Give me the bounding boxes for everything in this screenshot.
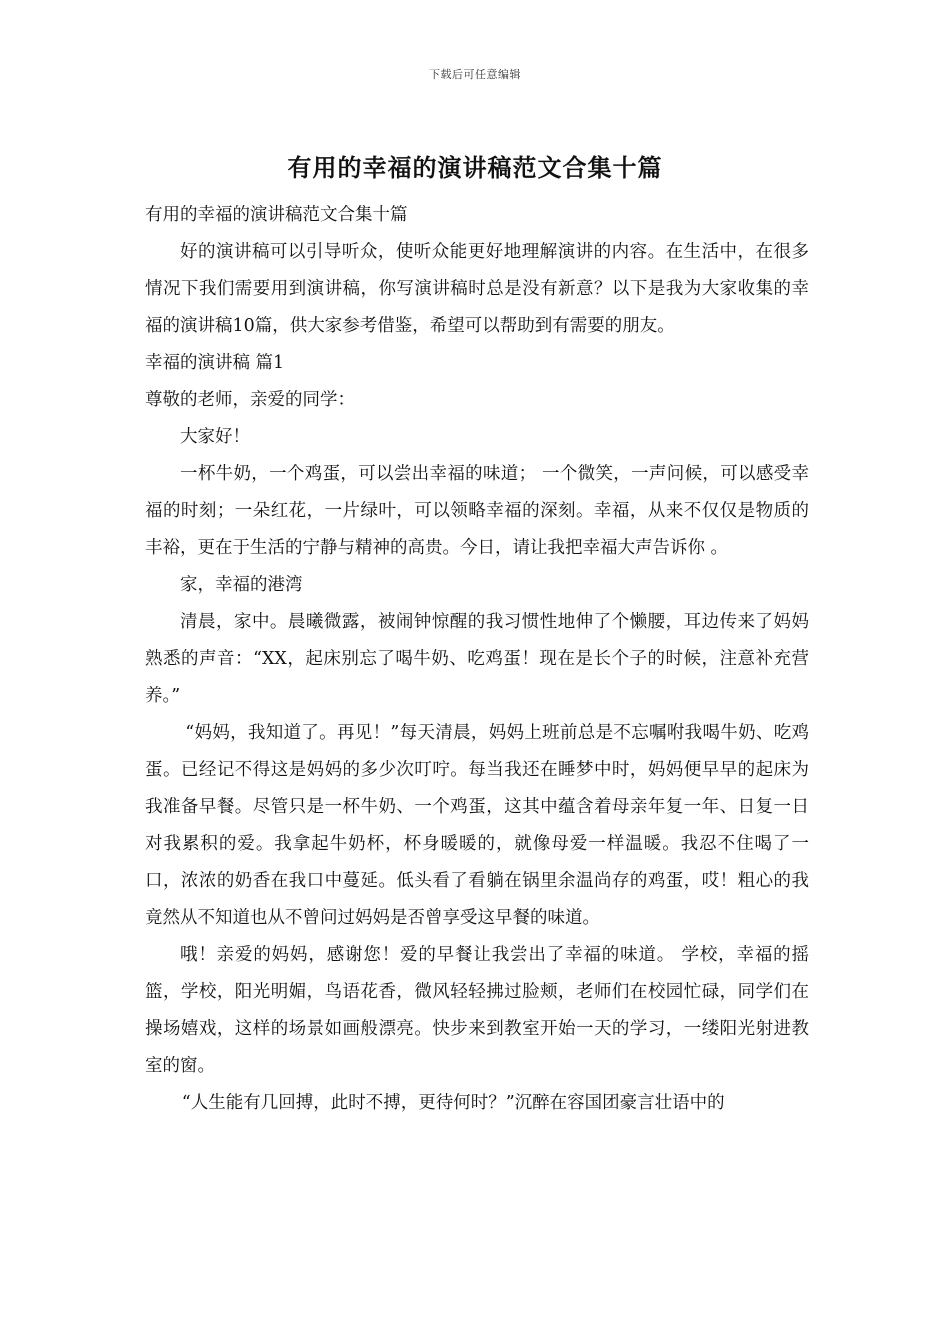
header-note: 下载后可任意编辑 (429, 68, 521, 81)
document-body (145, 197, 809, 1122)
body-paragraph: 哦！亲爱的妈妈，感谢您！爱的早餐让我尝出了幸福的味道。 学校，幸福的摇篮，学校，阳光明媚，鸟语花香，微风轻轻拂过脸颊，老师们在校园忙碌，同学们在操场嬉戏，这样的场景如画般漂亮。快步来到教室开始一天的学习，一缕阳光射进教室的窗。 (145, 945, 809, 1076)
document-title: 有用的幸福的演讲稿范文合集十篇 (287, 153, 663, 182)
body-paragraph: “人生能有几回搏，此时不搏，更待何时？”沉醉在容国团豪言壮语中的 (181, 1093, 725, 1113)
body-paragraph: 一杯牛奶，一个鸡蛋，可以尝出幸福的味道； 一个微笑，一声问候，可以感受幸福的时刻；一朵红花，一片绿叶，可以领略幸福的深刻。幸福，从来不仅仅是物质的丰裕，更在于生活的宁静与精神的高贵。今日，请让我把幸福大声告诉你 。 (145, 464, 809, 558)
subtitle-paragraph: 有用的幸福的演讲稿范文合集十篇 (145, 205, 408, 225)
subheading-paragraph: 家，幸福的港湾 (180, 575, 303, 595)
body-paragraph: 清晨，家中。晨曦微露，被闹钟惊醒的我习惯性地伸了个懒腰，耳边传来了妈妈熟悉的声音：“XX，起床别忘了喝牛奶、吃鸡蛋！现在是长个子的时候，注意补充营养。” (145, 612, 809, 706)
section-heading: 幸福的演讲稿 篇1 (145, 353, 285, 373)
intro-paragraph: 好的演讲稿可以引导听众，使听众能更好地理解演讲的内容。在生活中，在很多情况下我们需要用到演讲稿，你写演讲稿时总是没有新意？以下是我为大家收集的幸福的演讲稿10篇，供大家参考借鉴，希望可以帮助到有需要的朋友。 (145, 242, 809, 336)
greeting-paragraph: 大家好！ (180, 427, 250, 447)
salutation-paragraph: 尊敬的老师，亲爱的同学： (145, 390, 355, 410)
body-paragraph: “妈妈，我知道了。再见！”每天清晨，妈妈上班前总是不忘嘱咐我喝牛奶、吃鸡蛋。已经记不得这是妈妈的多少次叮咛。每当我还在睡梦中时，妈妈便早早的起床为我准备早餐。尽管只是一杯牛奶、一个鸡蛋，这其中蕴含着母亲年复一年、日复一日对我累积的爱。我拿起牛奶杯，杯身暖暖的，就像母爱一样温暖。我忍不住喝了一口，浓浓的奶香在我口中蔓延。低头看了看躺在锅里余温尚存的鸡蛋，哎！粗心的我竟然从不知道也从不曾问过妈妈是否曾享受这早餐的味道。 (145, 723, 809, 928)
